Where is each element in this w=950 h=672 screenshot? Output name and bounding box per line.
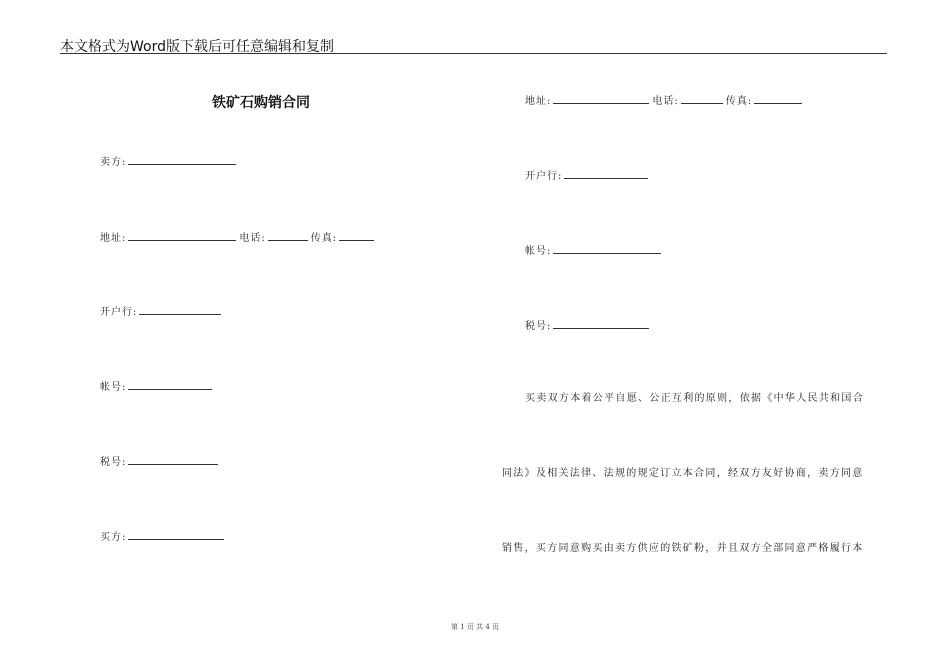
account-blank[interactable] [553,242,661,254]
buyer-tax-field [525,317,652,334]
buyer-field [100,528,227,545]
phone-label: 电话: [652,96,679,107]
address-label: 地址: [525,96,552,107]
seller-label: 卖方: [100,157,127,168]
header-rule [60,53,887,54]
buyer-bank-field [525,167,651,184]
account-label: 帐号: [525,246,552,257]
address-blank[interactable] [553,92,649,104]
seller-account-field [100,378,215,395]
page-header: 本文格式为Word版下载后可任意编辑和复制 [60,39,334,55]
tax-label: 税号: [525,321,552,332]
contract-paragraph-line: 销售，买方同意购买由卖方供应的铁矿粉，并且双方全部同意严格履行本 [502,543,864,554]
phone-blank[interactable] [681,92,723,104]
tax-blank[interactable] [553,317,649,329]
seller-bank-field [100,303,224,320]
buyer-address-field [525,92,805,109]
bank-blank[interactable] [139,303,221,315]
fax-blank[interactable] [754,92,802,104]
fax-label: 传真: [310,233,338,244]
seller-field [100,153,239,170]
buyer-label: 买方: [100,532,127,543]
bank-label: 开户行: [525,171,563,182]
account-label: 帐号: [100,382,127,393]
seller-blank[interactable] [128,153,236,165]
contract-paragraph-line: 同法》及相关法律、法规的规定订立本合同，经双方友好协商，卖方同意 [502,468,864,479]
address-label: 地址: [100,233,127,244]
seller-address-field [100,229,377,246]
page-number: 第 1 页 共 4 页 [450,623,500,631]
bank-label: 开户行: [100,307,138,318]
seller-tax-field [100,453,221,470]
fax-blank[interactable] [339,229,374,241]
phone-blank[interactable] [268,229,308,241]
document-title: 铁矿石购销合同 [212,95,310,111]
fax-label: 传真: [725,96,753,107]
bank-blank[interactable] [564,167,648,179]
tax-label: 税号: [100,457,127,468]
phone-label: 电话: [239,233,266,244]
contract-paragraph-line: 买卖双方本着公平自愿、公正互利的原则，依据《中华人民共和国合 [525,393,864,404]
tax-blank[interactable] [128,453,218,465]
address-blank[interactable] [128,229,236,241]
buyer-blank[interactable] [128,528,224,540]
buyer-account-field [525,242,664,259]
account-blank[interactable] [128,378,212,390]
